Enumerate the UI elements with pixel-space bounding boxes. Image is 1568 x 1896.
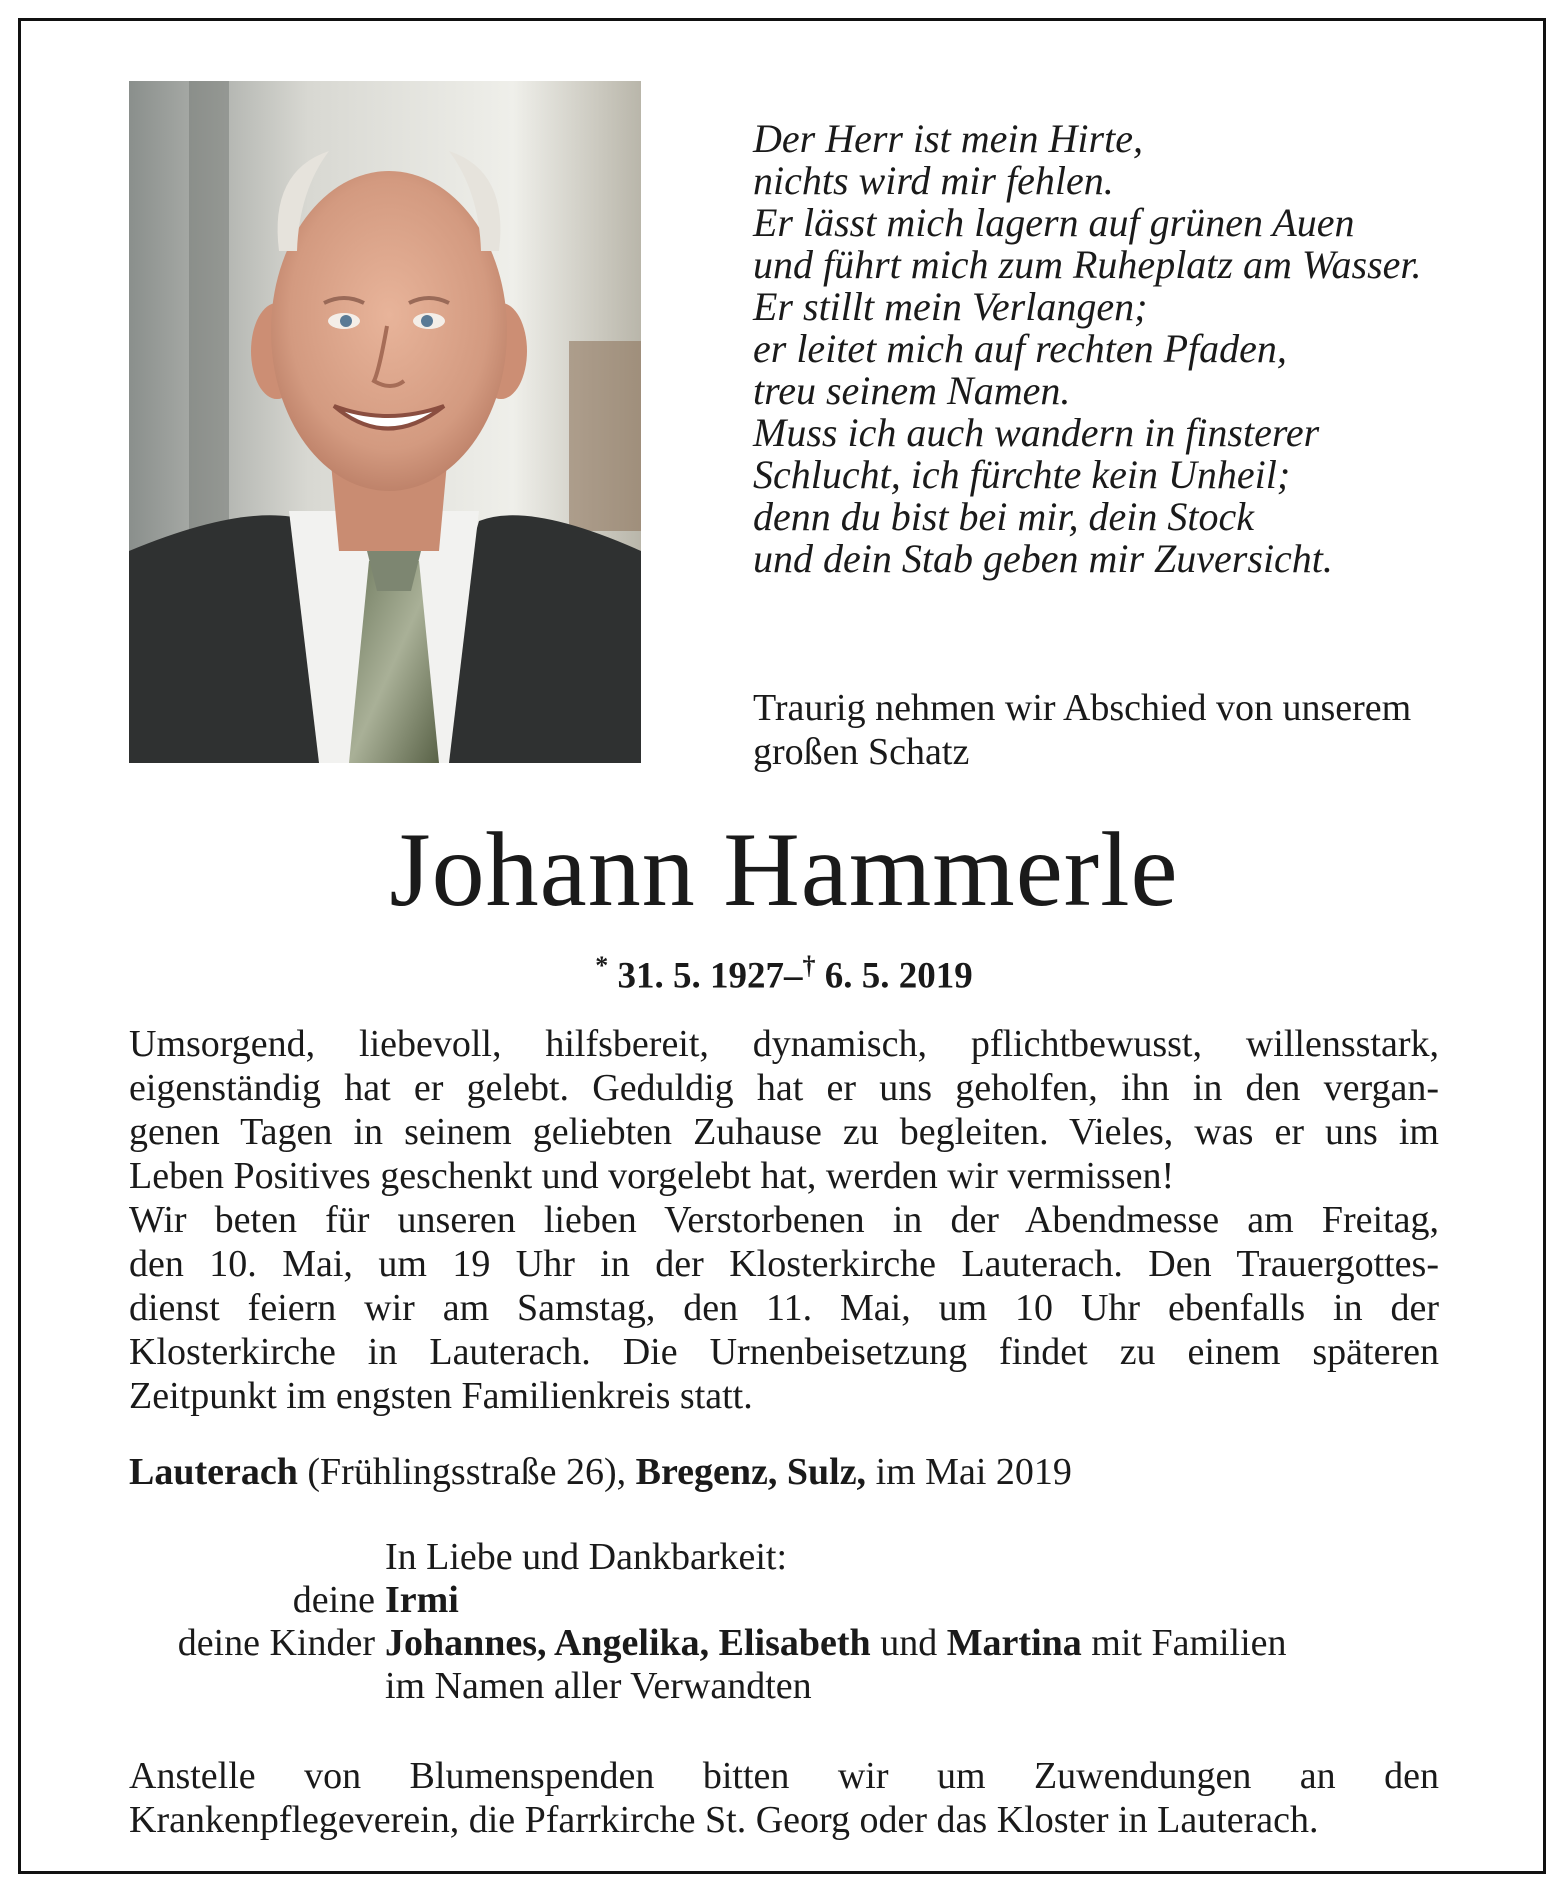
paragraph-line: Umsorgend, liebevoll, hilfsbereit, dynamisch, pflichtbewusst, willensstark,: [129, 1023, 1439, 1065]
psalm-line: Der Herr ist mein Hirte,: [753, 116, 1143, 161]
town-lauterach: Lauterach: [129, 1451, 298, 1493]
donation-paragraph: [129, 1754, 1439, 1842]
paragraph-line: eigenständig hat er gelebt. Geduldig hat er uns geholfen, ihn in den vergan-: [129, 1067, 1439, 1109]
psalm-line: er leitet mich auf rechten Pfaden,: [753, 326, 1287, 371]
family-signoff: [129, 1536, 1439, 1708]
children-row: [129, 1622, 1439, 1665]
date-separator: –: [784, 955, 803, 997]
life-dates: [0, 938, 1568, 1004]
signoff-heading: In Liebe und Dankbarkeit:: [385, 1536, 788, 1578]
psalm-line: treu seinem Namen.: [753, 368, 1071, 413]
psalm-verse: [753, 118, 1513, 580]
paragraph-line: Anstelle von Blumenspenden bitten wir um Zuwendungen an den: [129, 1755, 1439, 1797]
and-word: und: [870, 1622, 947, 1664]
place-and-date: [129, 1450, 1439, 1494]
birth-symbol: *: [595, 951, 609, 980]
spouse-row: [129, 1579, 1439, 1622]
psalm-line: denn du bist bei mir, dein Stock: [753, 494, 1255, 539]
children-label: deine Kinder: [177, 1622, 375, 1664]
spouse-label: deine: [292, 1579, 375, 1621]
paragraph-line: den 10. Mai, um 19 Uhr in der Klosterkirche Lauterach. Den Trauergottes-: [129, 1243, 1439, 1285]
death-date: 6. 5. 2019: [824, 955, 973, 997]
month-year: im Mai 2019: [866, 1451, 1072, 1493]
psalm-line: Er stillt mein Verlangen;: [753, 284, 1148, 329]
paragraph-line: genen Tagen in seinem geliebten Zuhause zu begleiten. Vieles, was er uns im: [129, 1111, 1439, 1153]
psalm-line: nichts wird mir fehlen.: [753, 158, 1114, 203]
spouse-name: Irmi: [385, 1579, 459, 1621]
tribute-paragraph: [129, 1022, 1439, 1198]
paragraph-line: dienst feiern wir am Samstag, den 11. Mai, um 10 Uhr ebenfalls in der: [129, 1287, 1439, 1329]
psalm-line: Muss ich auch wandern in finsterer: [753, 410, 1320, 455]
with-families: mit Familien: [1081, 1622, 1287, 1664]
psalm-line: und dein Stab geben mir Zuversicht.: [753, 536, 1333, 581]
last-child-name: Martina: [946, 1622, 1082, 1664]
paragraph-line: Wir beten für unseren lieben Verstorbenen in der Abendmesse am Freitag,: [129, 1199, 1439, 1241]
birth-date: 31. 5. 1927: [617, 955, 784, 997]
portrait-photo: [129, 81, 641, 763]
paragraph-line: Zeitpunkt im engsten Familienkreis statt.: [129, 1375, 753, 1417]
children-names: Johannes, Angelika, Elisabeth: [385, 1622, 871, 1664]
intro-line: großen Schatz: [753, 731, 970, 773]
paragraph-line: Klosterkirche in Lauterach. Die Urnenbeisetzung findet zu einem späteren: [129, 1331, 1439, 1373]
psalm-line: und führt mich zum Ruheplatz am Wasser.: [753, 242, 1422, 287]
relatives-text: im Namen aller Verwandten: [385, 1665, 812, 1707]
paragraph-line: Krankenpflegeverein, die Pfarrkirche St. Georg oder das Kloster in Lauterach.: [129, 1799, 1319, 1841]
psalm-line: Schlucht, ich fürchte kein Unheil;: [753, 452, 1291, 497]
death-symbol: †: [802, 951, 816, 980]
service-paragraph: [129, 1198, 1439, 1418]
signoff-heading-row: [129, 1536, 1439, 1579]
relatives-row: [129, 1665, 1439, 1708]
intro-line: Traurig nehmen wir Abschied von unserem: [753, 687, 1412, 729]
deceased-name: Johann Hammerle: [389, 811, 1179, 928]
towns-bregenz-sulz: Bregenz, Sulz,: [635, 1451, 867, 1493]
street-address: (Frühlingsstraße 26),: [297, 1451, 636, 1493]
psalm-line: Er lässt mich lagern auf grünen Auen: [753, 200, 1355, 245]
farewell-intro: [753, 686, 1533, 774]
paragraph-line: Leben Positives geschenkt und vorgelebt hat, werden wir vermissen!: [129, 1155, 1175, 1197]
